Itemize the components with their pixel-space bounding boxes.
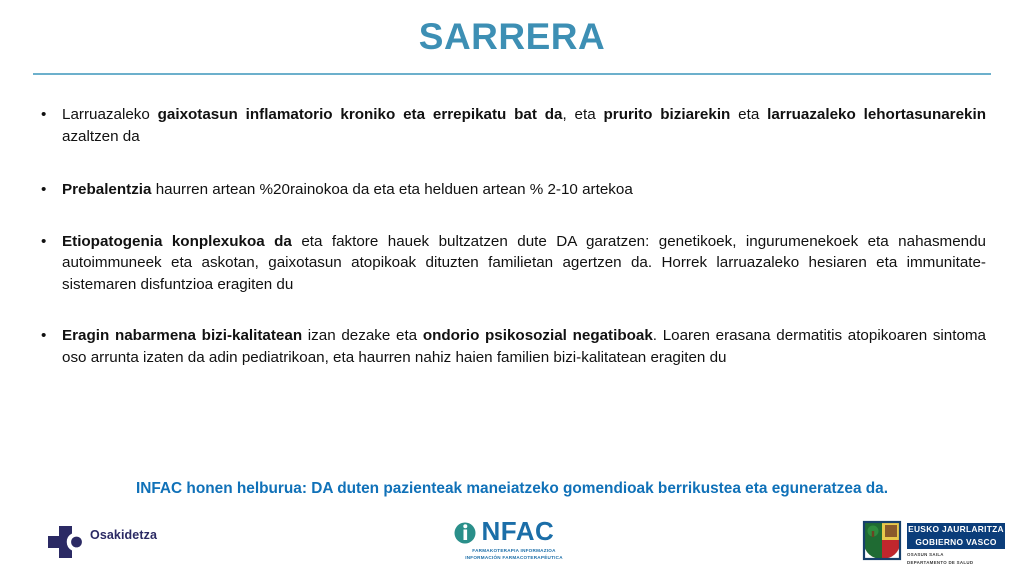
text-run: izan dezake eta — [302, 327, 423, 345]
infac-letters: NFAC — [481, 516, 555, 546]
text-run: . Loaren erasana dermatitis atopikoaren sintoma oso arrunta izaten da adin pediatrikoan, eta haurren nahiz haien familien bizi-kalitatean eragiten du — [62, 327, 987, 367]
bold-run: ondorio psikosozial negatiboak — [422, 327, 653, 345]
bold-run: Eragin nabarmena bizi-kalitatean — [62, 327, 303, 345]
eusko-dept-eu: OSASUN SAILA — [907, 552, 944, 557]
bullet-marker: • — [41, 181, 47, 199]
infac-i-mark-icon — [454, 520, 476, 546]
list-item — [38, 104, 986, 147]
eusko-jaurlaritza-logo — [861, 518, 1011, 570]
basque-coat-of-arms-icon — [861, 519, 903, 561]
bullet-text-4 — [62, 327, 986, 366]
bold-run: Etiopatogenia konplexukoa da — [62, 232, 292, 250]
osakidetza-cross-icon — [48, 526, 84, 558]
conclusion-text: INFAC honen helburua: DA duten pazienteak maneiatzeko gomendioak berrikustea eta eguneratzea da. — [135, 480, 889, 497]
list-item — [38, 325, 986, 368]
page-title: SARRERA — [418, 16, 606, 57]
text-run: haurren artean %20rainokoa da eta eta helduen artean % 2-10 artekoa — [151, 181, 633, 199]
osakidetza-logo — [48, 524, 218, 564]
list-item — [38, 231, 986, 296]
title-divider — [33, 73, 991, 75]
bold-run: larruazaleko lehortasunarekin — [767, 106, 986, 123]
infac-logo — [449, 518, 579, 570]
bold-run: prurito biziarekin — [603, 106, 731, 123]
bullet-marker: • — [41, 327, 47, 345]
bullet-text-3 — [62, 233, 986, 293]
infac-tagline-es: INFORMACIÓN FARMACOTERAPÉUTICA — [465, 555, 563, 561]
eusko-dept-es: DEPARTAMENTO DE SALUD — [907, 560, 974, 566]
osakidetza-wordmark: Osakidetza — [90, 528, 158, 542]
eusko-name-bar — [907, 523, 1005, 549]
bullet-marker: • — [41, 232, 47, 250]
bold-run: gaixotasun inflamatorio kroniko eta errepikatu bat da — [157, 106, 563, 123]
text-run: , eta — [562, 106, 604, 123]
bullet-text-2 — [62, 181, 633, 198]
spacer — [38, 147, 986, 179]
bullet-text-1 — [62, 106, 986, 145]
eusko-line-es: GOBIERNO VASCO — [915, 537, 997, 547]
list-item — [38, 179, 986, 201]
bold-run: Prebalentzia — [62, 181, 152, 199]
text-run: eta faktore hauek bultzatzen dute DA garatzen: genetikoek, ingurumenekoek eta nahasmendu autoimmuneek eta askotan, gaixotasun atopikoak dituzten familietan agertzen da. Horrek larruazaleko hesiaren eta immunitate-sistemaren disfuntzioa eragiten du — [62, 232, 986, 293]
bullet-marker: • — [41, 106, 47, 123]
spacer — [38, 201, 986, 231]
spacer — [38, 295, 986, 325]
bullet-list — [38, 104, 986, 369]
infac-tagline — [449, 547, 579, 561]
eusko-line-eu: EUSKO JAURLARITZA — [908, 524, 1004, 534]
infac-tagline-eu: FARMAKOTERAPIA INFORMAZIOA — [472, 548, 556, 553]
text-run: azaltzen da — [62, 127, 140, 145]
text-run: eta — [730, 106, 768, 123]
eusko-department — [907, 551, 1017, 568]
text-run: Larruazaleko — [62, 106, 158, 123]
footer-logos — [0, 512, 1024, 576]
